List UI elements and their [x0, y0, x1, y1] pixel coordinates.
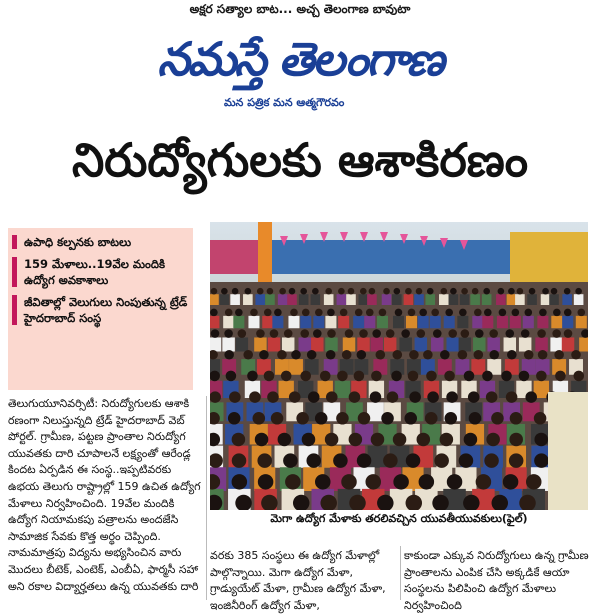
crowd-image [210, 222, 588, 510]
article-paragraph: నామమాత్రపు విద్యను అభ్యసించిన వారు మొదలు బీటెక్, ఎంటెక్, ఎంబీఏ, ఫార్మసీ సహా అని రకాల విద్యార్హతలు ఉన్న యువతకు దారి [8, 546, 199, 593]
article-column-right [404, 548, 594, 614]
bullet-bar-icon [12, 235, 17, 249]
newspaper-tagline: అక్షర సత్యాల బాట... అచ్చ తెలంగాణ బావుటా [189, 2, 411, 16]
newspaper-masthead: నమస్తే తెలంగాణ [157, 32, 443, 86]
highlight-item [12, 256, 189, 288]
column-divider [206, 396, 207, 600]
bullet-bar-icon [12, 295, 17, 325]
article-paragraph: తెలుగుయూనివర్సిటీ: నిరుద్యోగులకు ఆశాకి రణంగా నిలుస్తున్నది ట్రేడ్ హైదరాబాద్ వెబ్ పోర్టల్. గ్రామీణ, పట్టణ ప్రాంతాల నిరుద్యోగ యువతకు దారి చూపాలనే లక్ష్యంతో ఆరేండ్ల కిందట ఏర్పడిన ఈ సంస్థ..ఇప్పటివరకు ఉభయ తెలుగు రాష్ట్రాల్లో 159 ఉచిత ఉద్యోగ మేళాలు నిర్వహించింది. 19వేల మందికి ఉద్యోగ నియామకపు పత్రాలను అందజేసి సామాజిక సేవకు కొత్త అర్థం చెప్పింది. [8, 397, 201, 543]
highlight-item [12, 234, 189, 250]
photo-caption: మెగా ఉద్యోగ మేళాకు తరలివచ్చిన యువతీయువకులు(ఫైల్) [270, 512, 528, 525]
highlight-item [12, 294, 189, 326]
column-divider [400, 546, 401, 600]
article-paragraph: కాకుండా ఎక్కువ నిరుద్యోగులు ఉన్న గ్రామీణ ప్రాంతాలను ఎంపిక చేసి అక్కడికే ఆయా సంస్థలను పిలిపించి ఉద్యోగ మేళాలు నిర్వహించింది [404, 549, 589, 612]
newspaper-motto: మన పత్రిక మన ఆత్మగౌరవం [224, 96, 345, 109]
article-paragraph: వరకు 385 సంస్థలు ఈ ఉద్యోగ మేళాల్లో పాల్గొన్నాయి. మెగా ఉద్యోగ మేళా, గ్రాడ్యుయేట్ మేళా, గ్రామీణ ఉద్యోగ మేళా, ఇంజినీరింగ్ ఉద్యోగ మేళా, [210, 549, 386, 612]
highlights-box [8, 228, 193, 390]
article-headline: నిరుద్యోగులకు ఆశాకిరణం [71, 133, 529, 187]
article-column-middle [210, 548, 398, 614]
job-fair-crowd-photo [210, 222, 588, 510]
highlight-text: ఉపాధి కల్పనకు బాటలు [24, 235, 132, 249]
highlight-text: జీవితాల్లో వెలుగులు నింపుతున్న ట్రేడ్ హైదరాబాద్ సంస్థ [24, 295, 188, 325]
highlight-text: 159 మేళాలు..19వేల మందికి ఉద్యోగ అవకాశాలు [24, 257, 165, 287]
bullet-bar-icon [12, 257, 17, 287]
article-column-left [8, 396, 204, 595]
